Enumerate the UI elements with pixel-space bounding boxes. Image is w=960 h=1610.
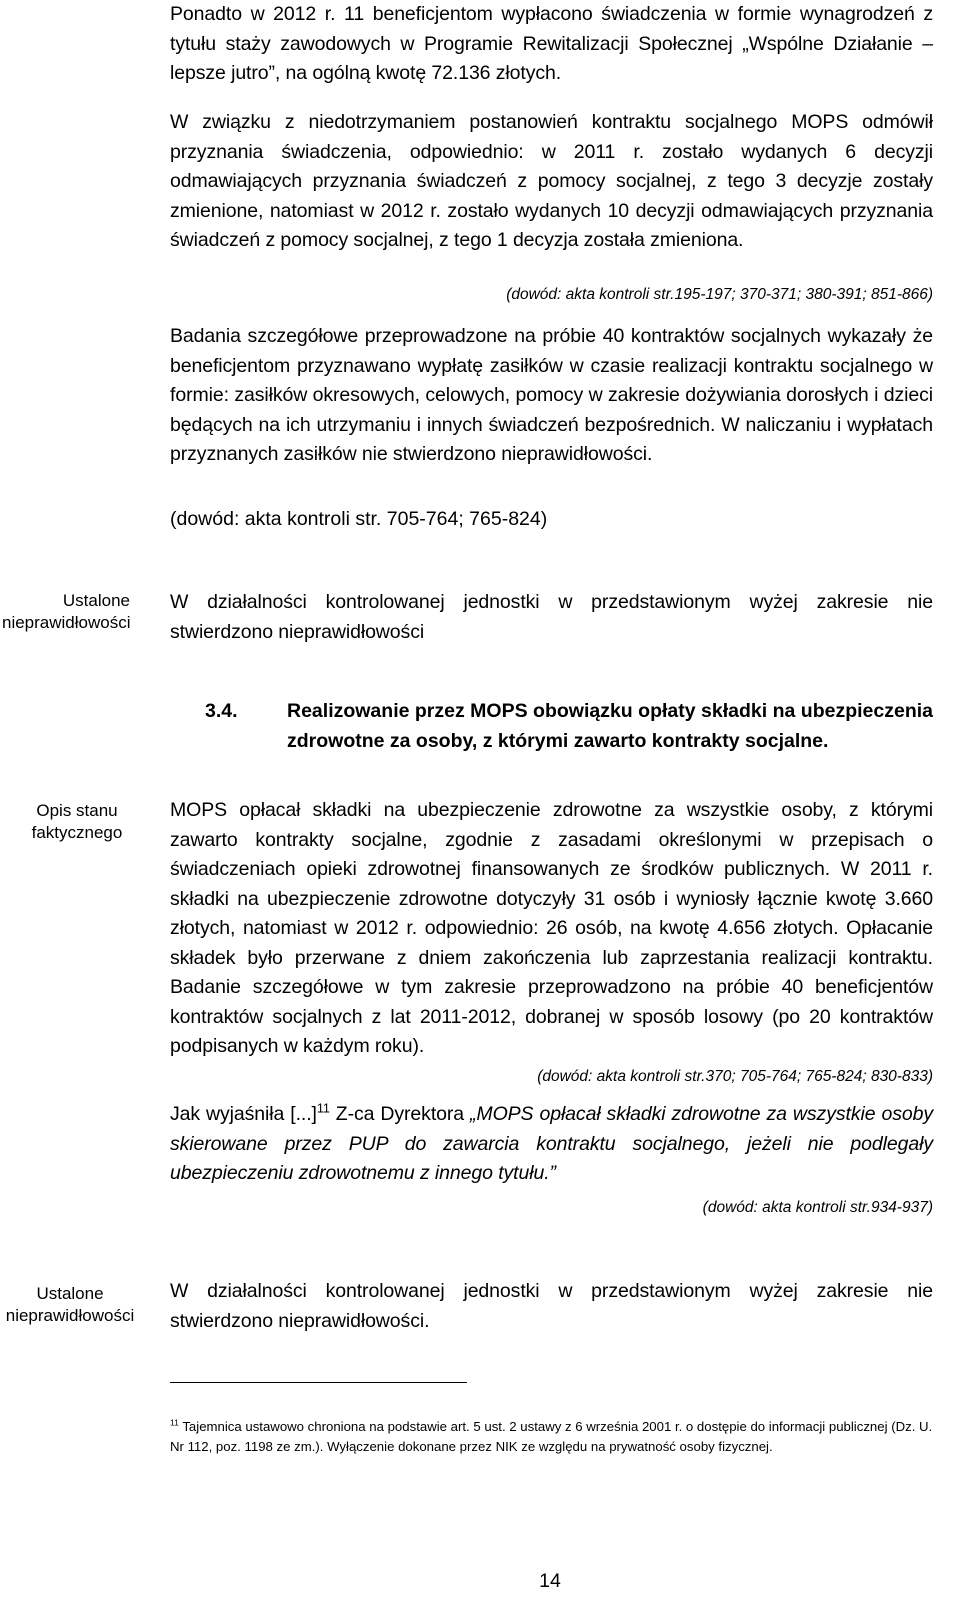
- footnote-marker: 11: [316, 1101, 330, 1116]
- paragraph-explanation: [170, 1100, 933, 1189]
- side-label-findings-2-line2: nieprawidłowości: [5, 1306, 135, 1325]
- side-label-findings-1-line1: Ustalone: [62, 591, 130, 610]
- evidence-reference-2: (dowód: akta kontroli str. 705-764; 765-824): [170, 508, 548, 530]
- evidence-reference-4: (dowód: akta kontroli str.934-937): [702, 1199, 933, 1216]
- footnote-separator: [170, 1382, 467, 1383]
- side-label-facts-line2: faktycznego: [31, 823, 123, 842]
- paragraph-stipends: Ponadto w 2012 r. 11 beneficjentom wypłacono świadczenia w formie wynagrodzeń z tytułu staży zawodowych w Programie Rewitalizacji Społecznej „Wspólne Działanie – lepsze jutro”, na ogólną kwotę 72.136 złotych.: [170, 3, 933, 84]
- page-number: 14: [539, 1570, 561, 1592]
- side-label-findings-2: [0, 1283, 140, 1327]
- paragraph-detailed-study: Badania szczegółowe przeprowadzone na próbie 40 kontraktów socjalnych wykazały że beneficjentom przyznawano wypłatę zasiłków w czasie realizacji kontraktu socjalnego w formie: zasiłków okresowych, celowych, pomocy w zakresie dożywiania dorosłych i dzieci będących na ich utrzymaniu i innych świadczeń bezpośrednich. W naliczaniu i wypłatach przyznanych zasiłków nie stwierdzono nieprawidłowości.: [170, 325, 933, 465]
- side-label-facts-line1: Opis stanu: [36, 801, 118, 820]
- evidence-reference-3: (dowód: akta kontroli str.370; 705-764; 765-824; 830-833): [537, 1068, 933, 1085]
- side-label-findings-1-line2: nieprawidłowości: [2, 613, 131, 632]
- explanation-intro: Jak wyjaśniła [...]: [170, 1103, 317, 1125]
- paragraph-findings-2: W działalności kontrolowanej jednostki w przedstawionym wyżej zakresie nie stwierdzono nieprawidłowości.: [170, 1280, 933, 1332]
- side-label-findings-1: [2, 590, 130, 634]
- section-number: 3.4.: [205, 700, 238, 722]
- section-title: Realizowanie przez MOPS obowiązku opłaty składki na ubezpieczenia zdrowotne za osoby, z którymi zawarto kontrakty socjalne.: [287, 700, 933, 752]
- side-label-findings-2-line1: Ustalone: [36, 1284, 104, 1303]
- footnote-text: Tajemnica ustawowo chroniona na podstawie art. 5 ust. 2 ustawy z 6 września 2001 r. o dostępie do informacji publicznej (Dz. U. Nr 112, poz. 1198 ze zm.). Wyłączenie dokonane przez NIK ze względu na prywatność osoby fizycznej.: [170, 1419, 933, 1454]
- footnote: [170, 1417, 933, 1457]
- paragraph-refusals: W związku z niedotrzymaniem postanowień kontraktu socjalnego MOPS odmówił przyznania świadczenia, odpowiednio: w 2011 r. zostało wydanych 6 decyzji odmawiających przyznania świadczeń z pomocy socjalnej, z tego 3 decyzje zostały zmienione, natomiast w 2012 r. zostało wydanych 10 decyzji odmawiających przyznania świadczeń z pomocy socjalnej, z tego 1 decyzja została zmieniona.: [170, 111, 933, 251]
- side-label-facts: [12, 800, 142, 844]
- paragraph-health-contributions: MOPS opłacał składki na ubezpieczenie zdrowotne za wszystkie osoby, z którymi zawarto kontrakty socjalne, zgodnie z zasadami określonymi w przepisach o świadczeniach opieki zdrowotnej finansowanych ze środków publicznych. W 2011 r. składki na ubezpieczenie zdrowotne dotyczyły 31 osób i wyniosły łącznie kwotę 3.660 złotych, natomiast w 2012 r. odpowiednio: 26 osób, na kwotę 4.656 złotych. Opłacanie składek było przerwane z dniem zakończenia lub zaprzestania realizacji kontraktu. Badanie szczegółowe w tym zakresie przeprowadzono na próbie 40 beneficjentów kontraktów socjalnych z lat 2011-2012, dobranej w sposób losowy (po 20 kontraktów podpisanych w każdym roku).: [170, 799, 933, 1057]
- footnote-number: 11: [170, 1417, 179, 1428]
- evidence-reference-1: (dowód: akta kontroli str.195-197; 370-371; 380-391; 851-866): [506, 286, 933, 303]
- explanation-quote: „MOPS opłacał składki zdrowotne za wszystkie osoby skierowane przez PUP do zawarcia kontraktu socjalnego, jeżeli nie podlegały ubezpieczeniu zdrowotnemu z innego tytułu.”: [170, 1103, 933, 1184]
- paragraph-findings-1: W działalności kontrolowanej jednostki w przedstawionym wyżej zakresie nie stwierdzono nieprawidłowości: [170, 591, 933, 643]
- explanation-role: Z-ca Dyrektora: [329, 1103, 471, 1125]
